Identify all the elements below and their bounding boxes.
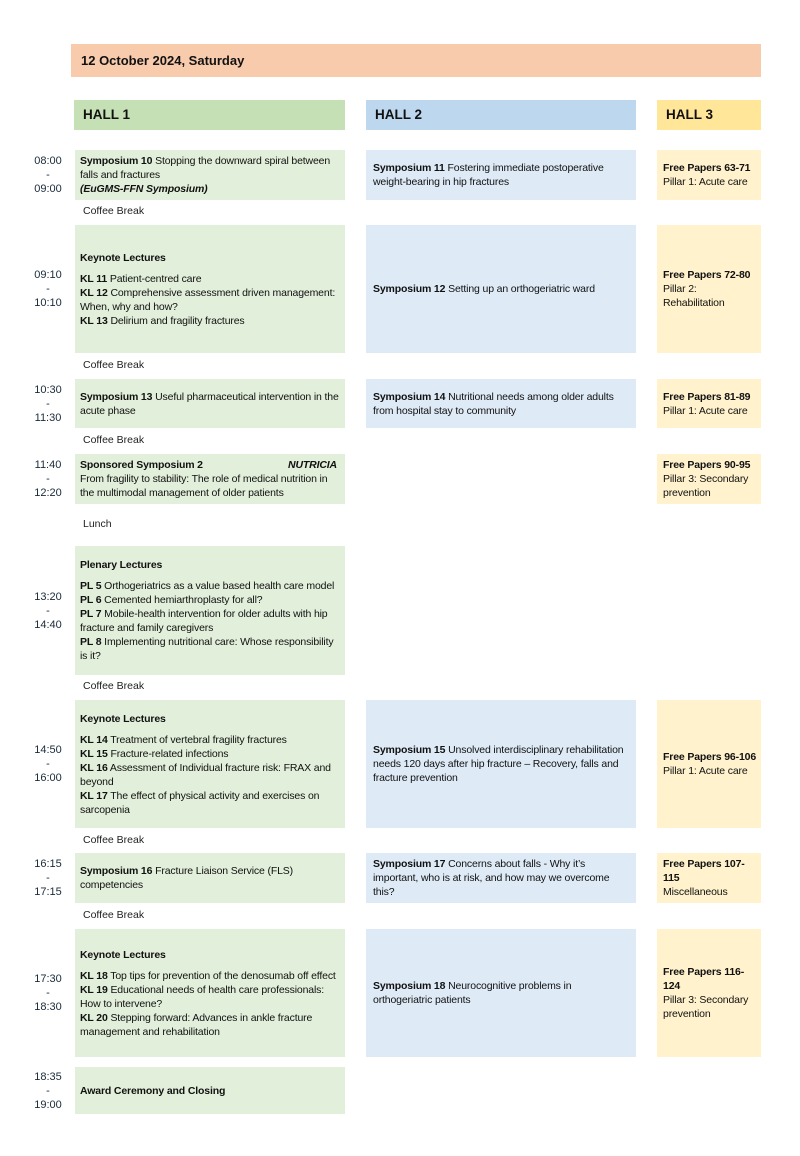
session-title: Concerns about falls - Why it’s important, who is at risk, and how may we overcome this? <box>373 858 610 898</box>
time-start: 13:20 <box>34 590 62 603</box>
session-code: Symposium 12 <box>373 283 446 295</box>
time-end: 11:30 <box>34 411 62 424</box>
session-title: Top tips for prevention of the denosumab off effect <box>110 969 336 982</box>
free-papers-code: Free Papers 63-71 <box>663 162 751 174</box>
break-label: Coffee Break <box>83 680 145 692</box>
time-range <box>26 929 70 1057</box>
session-item <box>373 161 632 189</box>
time-separator: - <box>46 169 50 181</box>
session-cell-hall2[interactable] <box>366 853 636 903</box>
time-separator: - <box>46 987 50 999</box>
session-code: Sponsored Symposium 2 <box>80 459 203 471</box>
session-code: KL 14 <box>80 733 108 746</box>
time-start: 17:30 <box>34 973 62 985</box>
session-cell-hall3[interactable] <box>657 225 761 353</box>
session-code: KL 20 <box>80 1011 108 1024</box>
session-title: Fracture-related infections <box>110 747 229 760</box>
session-item <box>80 747 341 761</box>
time-start: 18:35 <box>34 1070 62 1083</box>
session-title: Neurocognitive problems in orthogeriatric patients <box>373 980 572 1006</box>
session-code: PL 7 <box>80 608 102 620</box>
session-title: Educational needs of health care professionals: How to intervene? <box>80 983 325 1010</box>
session-title: Comprehensive assessment driven management: When, why and how? <box>80 286 336 313</box>
session-note: (EuGMS-FFN Symposium) <box>80 183 208 195</box>
session-item <box>80 593 341 607</box>
session-code: Symposium 18 <box>373 980 446 992</box>
session-item <box>373 282 632 296</box>
time-separator: - <box>46 473 50 485</box>
free-papers-topic: Pillar 1: Acute care <box>663 404 748 417</box>
session-item <box>80 1011 341 1039</box>
time-range <box>26 454 70 504</box>
session-item <box>80 635 341 663</box>
session-code: KL 18 <box>80 969 108 982</box>
session-title: Assessment of Individual fracture risk: FRAX and beyond <box>80 761 331 788</box>
session-code: PL 8 <box>80 636 102 648</box>
session-title: Implementing nutritional care: Whose responsibility is it? <box>80 636 334 662</box>
time-separator: - <box>46 1084 50 1097</box>
free-papers-topic: Pillar 3: Secondary prevention <box>663 473 749 499</box>
session-item <box>80 733 341 747</box>
free-papers-code: Free Papers 96-106 <box>663 751 757 763</box>
session-group-title: Keynote Lectures <box>80 948 166 961</box>
session-item <box>373 857 632 899</box>
session-title: Stepping forward: Advances in ankle fracture management and rehabilitation <box>80 1011 313 1038</box>
time-start: 08:00 <box>34 155 62 167</box>
session-title: Fostering immediate postoperative weight-bearing in hip fractures <box>373 162 604 188</box>
free-papers-code: Free Papers 107-115 <box>663 858 745 884</box>
time-end: 14:40 <box>34 618 62 631</box>
session-cell-hall1[interactable] <box>75 853 345 903</box>
session-code: Symposium 10 <box>80 155 153 167</box>
session-cell-hall1[interactable] <box>75 454 345 504</box>
time-start: 14:50 <box>34 744 62 756</box>
session-cell-hall1[interactable] <box>75 379 345 428</box>
session-code: PL 5 <box>80 580 102 592</box>
free-papers-topic: Pillar 1: Acute care <box>663 765 748 777</box>
session-code: Symposium 14 <box>373 390 446 403</box>
time-end: 19:00 <box>34 1098 62 1111</box>
time-end: 12:20 <box>34 487 62 499</box>
session-title: Mobile-health intervention for older adults with hip fracture and family caregivers <box>80 608 328 634</box>
session-title: Patient-centred care <box>109 272 202 285</box>
session-item <box>80 1084 341 1098</box>
break-label: Coffee Break <box>83 205 145 217</box>
session-code: KL 19 <box>80 983 108 996</box>
break-label: Coffee Break <box>83 909 145 921</box>
session-item <box>80 579 341 593</box>
session-code: Symposium 17 <box>373 858 446 870</box>
hall-1-header: HALL 1 <box>74 100 345 130</box>
time-range <box>26 546 70 675</box>
session-code: KL 17 <box>80 789 108 802</box>
session-item <box>80 983 341 1011</box>
session-cell-hall1[interactable] <box>75 1067 345 1114</box>
session-code: Symposium 16 <box>80 865 153 877</box>
session-code: KL 13 <box>80 314 108 327</box>
free-papers-topic: Pillar 3: Secondary prevention <box>663 994 749 1020</box>
time-separator: - <box>46 283 50 295</box>
session-title: Setting up an orthogeriatric ward <box>448 283 595 295</box>
session-cell-hall1[interactable] <box>75 150 345 200</box>
session-item <box>373 743 632 785</box>
session-code: Symposium 15 <box>373 744 446 756</box>
time-start: 09:10 <box>34 269 62 281</box>
time-end: 18:30 <box>34 1001 62 1013</box>
free-papers-topic: Pillar 2: Rehabilitation <box>663 283 725 309</box>
time-separator: - <box>46 397 50 410</box>
free-papers-code: Free Papers 72-80 <box>663 269 751 281</box>
session-cell-hall3[interactable] <box>657 379 761 428</box>
session-item <box>80 789 341 817</box>
time-end: 10:10 <box>34 297 62 309</box>
time-range <box>26 225 70 353</box>
break-label: Lunch <box>83 518 112 530</box>
session-cell-hall3[interactable] <box>657 853 761 903</box>
time-range <box>26 853 70 903</box>
session-title: From fragility to stability: The role of medical nutrition in the multimodal management of older patients <box>80 473 328 499</box>
session-item <box>80 761 341 789</box>
free-papers-code: Free Papers 90-95 <box>663 459 751 471</box>
session-item <box>80 314 341 328</box>
session-title: Nutritional needs among older adults from hospital stay to community <box>373 390 614 417</box>
session-cell-hall3[interactable] <box>657 700 761 828</box>
time-start: 16:15 <box>34 858 62 870</box>
session-item <box>373 390 632 418</box>
session-code: Symposium 13 <box>80 390 153 403</box>
session-item <box>80 390 341 418</box>
session-code: Symposium 11 <box>373 162 445 174</box>
session-item <box>80 864 341 892</box>
time-separator: - <box>46 872 50 884</box>
free-papers-code: Free Papers 81-89 <box>663 390 751 403</box>
session-title: Fracture Liaison Service (FLS) competencies <box>80 865 293 891</box>
session-code: KL 15 <box>80 747 108 760</box>
session-item <box>80 607 341 635</box>
session-cell-hall3[interactable] <box>657 929 761 1057</box>
session-title: Treatment of vertebral fragility fractures <box>110 733 287 746</box>
session-cell-hall2[interactable] <box>366 225 636 353</box>
session-group-title: Keynote Lectures <box>80 251 166 264</box>
session-code: Award Ceremony and Closing <box>80 1084 226 1097</box>
time-range <box>26 1067 70 1114</box>
sponsored-header <box>80 458 341 472</box>
session-code: PL 6 <box>80 594 102 606</box>
session-title: Unsolved interdisciplinary rehabilitation needs 120 days after hip fracture – Recovery, falls and fracture prevention <box>373 744 624 784</box>
session-title: Useful pharmaceutical intervention in the acute phase <box>80 390 339 417</box>
time-separator: - <box>46 758 50 770</box>
time-range <box>26 700 70 828</box>
session-item <box>80 272 341 286</box>
break-label: Coffee Break <box>83 834 145 846</box>
session-cell-hall2[interactable] <box>366 379 636 428</box>
session-cell-hall3[interactable] <box>657 150 761 200</box>
session-group-title: Plenary Lectures <box>80 559 163 571</box>
session-item <box>373 979 632 1007</box>
free-papers-topic: Miscellaneous <box>663 886 728 898</box>
free-papers-topic: Pillar 1: Acute care <box>663 176 748 188</box>
session-title: The effect of physical activity and exercises on sarcopenia <box>80 789 320 816</box>
session-title: Orthogeriatrics as a value based health care model <box>104 580 335 592</box>
date-header: 12 October 2024, Saturday <box>71 44 761 77</box>
session-cell-hall2[interactable] <box>366 700 636 828</box>
session-cell-hall1[interactable] <box>75 546 345 675</box>
break-label: Coffee Break <box>83 434 145 446</box>
session-cell-hall3[interactable] <box>657 454 761 504</box>
time-end: 16:00 <box>34 772 62 784</box>
time-range <box>26 379 70 428</box>
session-cell-hall1[interactable] <box>75 700 345 828</box>
session-code: KL 11 <box>80 272 108 285</box>
time-separator: - <box>46 604 50 617</box>
hall-2-header: HALL 2 <box>366 100 636 130</box>
session-cell-hall1[interactable] <box>75 929 345 1057</box>
free-papers-code: Free Papers 116-124 <box>663 966 745 992</box>
break-label: Coffee Break <box>83 359 145 371</box>
session-item <box>80 154 341 182</box>
session-code: KL 12 <box>80 286 108 299</box>
session-title: Cemented hemiarthroplasty for all? <box>104 594 263 606</box>
time-end: 17:15 <box>34 886 62 898</box>
sponsor-name: NUTRICIA <box>288 459 337 471</box>
session-cell-hall1[interactable] <box>75 225 345 353</box>
session-item <box>80 286 341 314</box>
time-start: 11:40 <box>34 459 62 471</box>
session-cell-hall2[interactable] <box>366 150 636 200</box>
session-title: Stopping the downward spiral between falls and fractures <box>80 155 331 181</box>
session-title: Delirium and fragility fractures <box>110 314 245 327</box>
session-group-title: Keynote Lectures <box>80 712 166 725</box>
time-start: 10:30 <box>34 383 62 396</box>
time-range <box>26 150 70 200</box>
session-item <box>80 969 341 983</box>
session-cell-hall2[interactable] <box>366 929 636 1057</box>
hall-3-header: HALL 3 <box>657 100 761 130</box>
time-end: 09:00 <box>34 183 62 195</box>
session-code: KL 16 <box>80 761 108 774</box>
